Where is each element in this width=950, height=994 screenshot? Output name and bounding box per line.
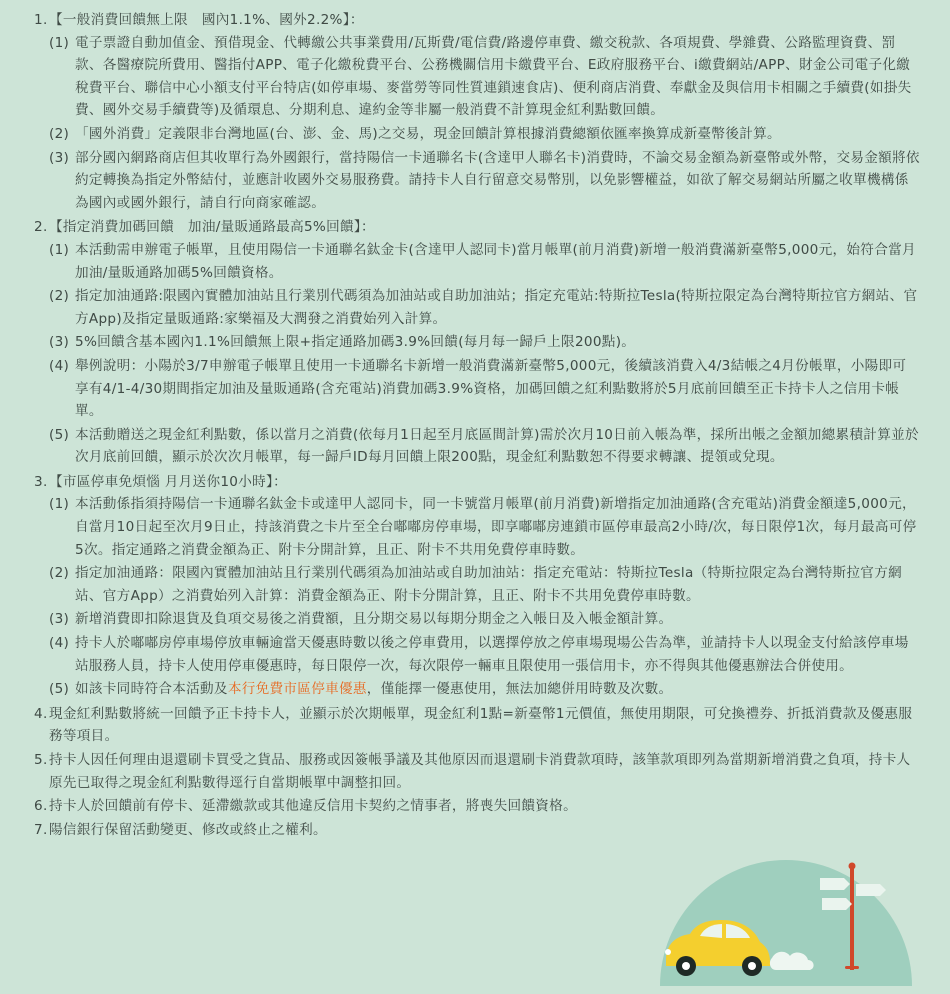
term-item-4 — [34, 703, 920, 748]
term-subitem: (1) 本活動需申辦電子帳單，且使用陽信一卡通聯名鈦金卡(含達甲人認同卡)當月帳單(前月消費)新增一般消費滿新臺幣5,000元，始符合當月加油/量販通路加碼5%回饋資格。 — [49, 241, 916, 281]
term-number: 5. — [34, 752, 48, 768]
term-subitem: (2) 指定加油通路：限國內實體加油站且行業別代碼須為加油站或自助加油站：指定充電站：特斯拉Tesla（特斯拉限定為台灣特斯拉官方網站、官方App）之消費始列入計算：消費金額為正、附卡分開計算，且正、附卡不共用免費停車時數。 — [49, 565, 902, 604]
term-item-5 — [34, 749, 920, 794]
term-text: 持卡人於回饋前有停卡、延滯繳款或其他違反信用卡契約之情事者，將喪失回饋資格。 — [49, 798, 577, 815]
term-number: 1. — [34, 12, 48, 28]
term-heading: 【指定消費加碼回饋 加油/量販通路最高5%回饋】： — [49, 219, 375, 236]
term-text: 現金紅利點數將統一回饋予正卡持卡人，並顯示於次期帳單，現金紅利1點=新臺幣1元價值，無使用期限，可兌換禮券、折抵消費款及優惠服務等項目。 — [49, 705, 913, 745]
term-subitem: (3) 新增消費即扣除退貨及負項交易後之消費額，且分期交易以每期分期金之入帳日及入帳金額計算。 — [49, 611, 673, 628]
term-text: 陽信銀行保留活動變更、修改或終止之權利。 — [49, 821, 327, 838]
terms-list — [34, 9, 920, 842]
term-number: 3. — [34, 473, 48, 490]
free-parking-offer-link[interactable]: 本行免費市區停車優惠 — [227, 681, 367, 698]
term-item-2 — [34, 216, 920, 470]
term-subitem: (5) 本活動贈送之現金紅利點數，係以當月之消費(依每月1日起至月底區間計算)需於次月10日前入帳為準，採所出帳之金額加總累積計算並於次月底前回饋，顯示於次次月帳單，每一歸戶ID每月回饋上限200點，現金紅利點數恕不得要求轉讓、提領或兌現。 — [49, 426, 919, 466]
term-number: 2. — [34, 219, 48, 236]
term-item-3 — [34, 471, 920, 702]
term-subitem: (1) 電子票證自動加值金、預借現金、代轉繳公共事業費用/瓦斯費/電信費/路邊停車費、繳交稅款、各項規費、學雜費、公路監理資費、罰款、各醫療院所費用、醫指付APP、電子化繳稅費平台、公務機關信用卡繳費平台、E政府服務平台、i繳費網站/APP、財金公司電子化繳稅費平台、聯信中心小額支付平台特店(如停車場、麥當勞等同性質連鎖速食店)、便利商店消費、奉獻金及與信用卡相關之手續費(如掛失費、國外交易手續費等)及循環息、分期利息、違約金等非屬一般消費不計算現金紅利點數回饋。 — [49, 34, 912, 119]
term-number: 6. — [34, 798, 48, 815]
term-item-7 — [34, 819, 920, 842]
term-subitem: (4) 舉例說明：小陽於3/7申辦電子帳單且使用一卡通聯名卡新增一般消費滿新臺幣5,000元，後續該消費入4/3結帳之4月份帳單，小陽即可享有4/1-4/30期間指定加油及量販通路(含充電站)消費加碼3.9%資格，加碼回饋之紅利點數將於5月底前回饋至正卡持卡人之信用卡帳單。 — [49, 357, 907, 420]
term-subitem: (1) 本活動係指須持陽信一卡通聯名鈦金卡或達甲人認同卡，同一卡號當月帳單(前月消費)新增指定加油通路(含充電站)消費金額達5,000元，自當月10日起至次月9日止，持該消費之卡片至全台嘟嘟房停車場，即享嘟嘟房連鎖市區停車最高2小時/次，每日限停1次，每月最高可停5次。指定通路之消費金額為正、附卡分開計算，且正、附卡不共用免費停車時數。 — [49, 496, 917, 558]
term-subitem: (3) 部分國內網路商店但其收單行為外國銀行，當持陽信一卡通聯名卡(含達甲人聯名卡)消費時，不論交易金額為新臺幣或外幣，交易金額將依約定轉換為指定外幣結付，並應計收國外交易服務費。請持卡人自行留意交易幣別，以免影響權益，如欲了解交易網站所屬之收單機構係為國內或國外銀行，請自行向商家確認。 — [49, 149, 920, 211]
term-subitem: (3) 5%回饋含基本國內1.1%回饋無上限+指定通路加碼3.9%回饋(每月每一歸戶上限200點)。 — [49, 334, 636, 351]
term-number: 7. — [34, 821, 48, 838]
term-subitem: (2) 「國外消費」定義限非台灣地區(台、澎、金、馬)之交易，現金回饋計算根據消費總額依匯率換算成新臺幣後計算。 — [49, 125, 781, 142]
term-text: 持卡人因任何理由退還刷卡買受之貨品、服務或因簽帳爭議及其他原因而退還刷卡消費款項時，該筆款項即列為當期新增消費之負項，持卡人原先已取得之現金紅利點數得逕行自當期帳單中調整扣回。 — [49, 752, 911, 791]
term-subitem: (5) 如該卡同時符合本活動及本行免費市區停車優惠，僅能擇一優惠使用，無法加總併用時數及次數。 — [49, 681, 673, 698]
term-subitem: (2) 指定加油通路:限國內實體加油站且行業別代碼須為加油站或自助加油站；指定充電站:特斯拉Tesla(特斯拉限定為台灣特斯拉官方網站、官方App)及指定量販通路:家樂福及大潤發之消費始列入計算。 — [49, 288, 918, 327]
car-illustration — [660, 858, 930, 994]
term-heading: 【一般消費回饋無上限 國內1.1%、國外2.2%】： — [49, 12, 364, 28]
term-item-6 — [34, 795, 920, 818]
term-item-1 — [34, 9, 920, 215]
term-number: 4. — [34, 705, 48, 722]
term-heading: 【市區停車免煩惱 月月送你10小時】： — [49, 473, 288, 490]
term-subitem: (4) 持卡人於嘟嘟房停車場停放車輛逾當天優惠時數以後之停車費用，以選擇停放之停車場現場公告為準，並請持卡人以現金支付給該停車場站服務人員，持卡人使用停車優惠時，每日限停一次，每次限停一輛車且限使用一張信用卡，亦不得與其他優惠辦法合併使用。 — [49, 635, 909, 674]
